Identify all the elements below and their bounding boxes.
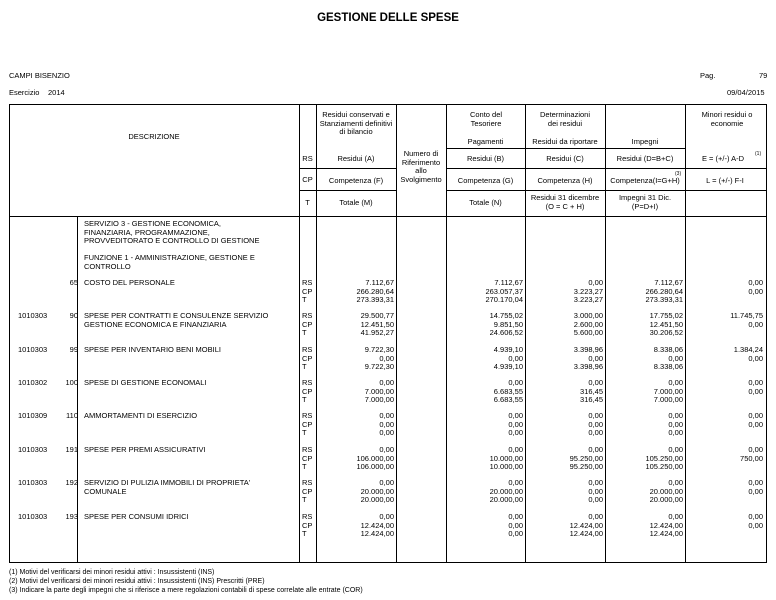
value-b: 24.606,52 — [489, 328, 523, 338]
value-b: 7.112,67 — [494, 278, 523, 287]
row-code: 1010303 — [18, 445, 48, 454]
row-number: 100 — [65, 378, 78, 387]
value-d: 12.424,00 — [649, 529, 683, 539]
value-c: 0,00 — [588, 278, 603, 287]
value-c: 12.424,00 — [569, 529, 603, 539]
value-d: 8.338,06 — [653, 345, 683, 354]
value-b: 4.939,10 — [493, 362, 523, 372]
col-header-b: Residui (B) — [466, 154, 505, 163]
row-code: 1010302 — [18, 378, 48, 387]
row-number: 193 — [65, 512, 78, 521]
value-a: 9.722,30 — [364, 362, 394, 372]
value-a: 106.000,00 — [356, 453, 394, 463]
value-c: 316,45 — [580, 395, 603, 405]
value-c: 0,00 — [588, 445, 603, 454]
row-type-label: RS — [302, 478, 313, 487]
header-bottom-line — [9, 216, 767, 217]
value-b: 0,00 — [508, 520, 523, 530]
value-a: 7.000,00 — [364, 386, 394, 396]
page-label: Pag. — [700, 71, 716, 80]
row-type-label: CP — [302, 520, 313, 530]
value-a: 12.451,50 — [360, 319, 394, 329]
value-e: 0,00 — [748, 278, 763, 287]
value-b: 0,00 — [508, 378, 523, 387]
row-number: 90 — [69, 311, 78, 320]
value-c: 95.250,00 — [569, 462, 603, 472]
value-d: 20.000,00 — [649, 486, 683, 496]
value-c: 0,00 — [588, 478, 603, 487]
value-c: 3.000,00 — [573, 311, 603, 320]
value-b: 4.939,10 — [493, 345, 523, 354]
value-c: 0,00 — [588, 378, 603, 387]
col-header-e: E = (+/-) A-D — [701, 154, 745, 163]
value-b: 10.000,00 — [489, 453, 523, 463]
ente-name: CAMPI BISENZIO — [9, 71, 70, 80]
value-a: 9.722,30 — [364, 345, 394, 354]
esercizio-value: 2014 — [48, 88, 65, 97]
row-number: 65 — [69, 278, 78, 287]
row-type-label: CP — [302, 486, 313, 496]
footnote-3: (3) Indicare la parte degli impegni che si riferisce a mere regolazioni contabili di spese correlate alle entrate (COR) — [9, 587, 363, 594]
value-d: 0,00 — [668, 353, 683, 363]
col-header-n: Totale (N) — [469, 198, 502, 207]
value-b: 10.000,00 — [489, 462, 523, 472]
value-d: 20.000,00 — [649, 495, 683, 505]
value-a: 0,00 — [379, 478, 394, 487]
row-type-cp: CP — [302, 175, 313, 184]
value-b: 0,00 — [508, 353, 523, 363]
row-type-label: T — [302, 428, 307, 438]
footnote-1: (1) Motivi del verificarsi dei minori residui attivi : Insussistenti (INS) — [9, 569, 215, 576]
row-type-label: T — [302, 462, 307, 472]
page-number: 79 — [759, 71, 768, 80]
row-description: SERVIZIO DI PULIZIA IMMOBILI DI PROPRIETA' — [84, 478, 251, 487]
value-a: 0,00 — [379, 445, 394, 454]
row-number: 191 — [65, 445, 78, 454]
divider — [446, 148, 685, 149]
servizio-line: FINANZIARIA, PROGRAMMAZIONE, — [84, 227, 210, 237]
value-c: 3.223,27 — [573, 286, 603, 296]
col-header-determinazione: Determinazioni dei residui — [539, 110, 591, 128]
value-b: 0,00 — [508, 512, 523, 521]
row-type-label: CP — [302, 353, 313, 363]
row-type-rs: RS — [302, 154, 313, 163]
value-b: 6.683,55 — [493, 395, 523, 405]
value-c: 3.398,96 — [573, 362, 603, 372]
value-d: 7.112,67 — [654, 278, 683, 287]
row-number: 192 — [65, 478, 78, 487]
row-type-label: CP — [302, 453, 313, 463]
funzione-heading — [84, 254, 255, 271]
value-a: 106.000,00 — [356, 462, 394, 472]
value-a: 7.000,00 — [364, 395, 394, 405]
value-e: 0,00 — [748, 419, 763, 429]
esercizio-label: Esercizio — [9, 88, 40, 97]
value-a: 273.393,31 — [356, 295, 394, 305]
value-d: 8.338,06 — [653, 362, 683, 372]
row-description: GESTIONE ECONOMICA E FINANZIARIA — [84, 319, 227, 329]
value-d: 0,00 — [668, 428, 683, 438]
value-b: 20.000,00 — [489, 486, 523, 496]
row-type-label: RS — [302, 311, 313, 320]
value-d: 0,00 — [668, 478, 683, 487]
value-a: 0,00 — [379, 378, 394, 387]
value-b: 20.000,00 — [489, 495, 523, 505]
divider — [299, 190, 396, 191]
value-e: 0,00 — [748, 378, 763, 387]
col-header-descrizione: DESCRIZIONE — [128, 132, 180, 141]
value-b: 6.683,55 — [493, 386, 523, 396]
value-c: 12.424,00 — [569, 520, 603, 530]
value-d: 273.393,31 — [645, 295, 683, 305]
col-header-conto-tesoriere: Conto del Tesoriere — [469, 110, 503, 128]
row-type-label: RS — [302, 512, 313, 521]
value-b: 0,00 — [508, 428, 523, 438]
servizio-line: PROVVEDITORATO E CONTROLLO DI GESTIONE — [84, 236, 260, 246]
divider — [299, 168, 396, 169]
value-a: 41.952,27 — [360, 328, 394, 338]
col-header-l: L = (+/-) F-I — [706, 176, 744, 185]
value-d: 266.280,64 — [645, 286, 683, 296]
col-header-f: Competenza (F) — [328, 176, 384, 185]
row-type-label: RS — [302, 411, 313, 420]
value-c: 5.600,00 — [573, 328, 603, 338]
row-type-label: CP — [302, 286, 313, 296]
value-b: 14.755,02 — [489, 311, 523, 320]
value-d: 7.000,00 — [653, 395, 683, 405]
servizio-line: SERVIZIO 3 - GESTIONE ECONOMICA, — [84, 219, 221, 228]
row-type-t: T — [305, 198, 310, 207]
value-b: 0,00 — [508, 419, 523, 429]
value-c: 0,00 — [588, 411, 603, 420]
value-e: 0,00 — [748, 319, 763, 329]
col-header-h: Competenza (H) — [537, 176, 593, 185]
col-header-a: Residui (A) — [337, 154, 375, 163]
value-a: 7.112,67 — [365, 278, 394, 287]
row-type-label: RS — [302, 278, 313, 287]
page-title: GESTIONE DELLE SPESE — [317, 12, 459, 24]
divider — [396, 104, 397, 563]
value-b: 270.170,04 — [485, 295, 523, 305]
col-header-residui-conservati: Residui conservati e Stanziamenti definitivi di bilancio — [319, 110, 393, 136]
row-type-label: CP — [302, 419, 313, 429]
row-description: SPESE PER PREMI ASSICURATIVI — [84, 445, 206, 454]
value-e: 11.745,75 — [730, 311, 763, 320]
col-header-c: Residui (C) — [546, 154, 584, 163]
row-type-label: RS — [302, 378, 313, 387]
report-date: 09/04/2015 — [727, 88, 765, 97]
servizio-heading — [84, 220, 259, 246]
value-a: 20.000,00 — [360, 486, 394, 496]
col-header-impegni: Impegni — [631, 137, 659, 146]
divider — [77, 216, 78, 563]
value-a: 12.424,00 — [360, 529, 394, 539]
value-d: 105.250,00 — [645, 453, 683, 463]
row-description: SPESE PER INVENTARIO BENI MOBILI — [84, 345, 221, 354]
row-type-label: T — [302, 295, 307, 305]
col-header-i: Competenza(I=G+H) — [610, 176, 680, 185]
footnote-2: (2) Motivi del verificarsi dei minori residui attivi : Insussistenti (INS) Prescritti (PRE) — [9, 578, 265, 585]
value-b: 263.057,37 — [485, 286, 523, 296]
value-e: 0,00 — [748, 286, 763, 296]
row-type-label: T — [302, 529, 307, 539]
value-a: 0,00 — [379, 512, 394, 521]
row-type-label: T — [302, 362, 307, 372]
row-type-label: T — [302, 495, 307, 505]
value-d: 17.755,02 — [649, 311, 683, 320]
value-e: 0,00 — [748, 520, 763, 530]
col-header-m: Totale (M) — [339, 198, 373, 207]
value-b: 0,00 — [508, 411, 523, 420]
value-e: 0,00 — [748, 512, 763, 521]
divider — [446, 190, 767, 191]
value-d: 12.451,50 — [649, 319, 683, 329]
value-d: 30.206,52 — [649, 328, 683, 338]
value-b: 9.851,50 — [493, 319, 523, 329]
value-d: 0,00 — [668, 419, 683, 429]
value-e: 0,00 — [748, 486, 763, 496]
col-header-minori: Minori residui o economie — [701, 110, 753, 128]
note-marker-1: (1) — [755, 151, 762, 157]
value-b: 0,00 — [508, 445, 523, 454]
funzione-line: FUNZIONE 1 - AMMINISTRAZIONE, GESTIONE E — [84, 253, 255, 262]
value-a: 0,00 — [379, 428, 394, 438]
row-code: 1010303 — [18, 345, 48, 354]
value-c: 3.223,27 — [573, 295, 603, 305]
value-c: 3.398,96 — [573, 345, 603, 354]
row-type-label: T — [302, 395, 307, 405]
value-c: 316,45 — [580, 386, 603, 396]
value-d: 0,00 — [668, 378, 683, 387]
value-c: 95.250,00 — [569, 453, 603, 463]
row-code: 1010303 — [18, 311, 48, 320]
value-a: 0,00 — [379, 353, 394, 363]
divider — [299, 104, 300, 563]
value-d: 7.000,00 — [653, 386, 683, 396]
value-d: 105.250,00 — [645, 462, 683, 472]
value-c: 0,00 — [588, 419, 603, 429]
row-description: AMMORTAMENTI DI ESERCIZIO — [84, 411, 198, 420]
value-b: 0,00 — [508, 529, 523, 539]
value-e: 0,00 — [748, 445, 763, 454]
value-a: 29.500,77 — [360, 311, 394, 320]
value-a: 12.424,00 — [360, 520, 394, 530]
col-header-numero-rif: Numero di Riferimento allo Svolgimento — [400, 149, 442, 184]
value-a: 266.280,64 — [356, 286, 394, 296]
value-d: 0,00 — [668, 512, 683, 521]
row-description: SPESE PER CONSUMI IDRICI — [84, 512, 189, 521]
row-code: 1010309 — [18, 411, 48, 420]
value-e: 0,00 — [748, 386, 763, 396]
col-header-p: Impegni 31 Dic. (P=D+I) — [618, 193, 672, 211]
row-number: 110 — [66, 411, 78, 420]
value-a: 0,00 — [379, 419, 394, 429]
value-e: 750,00 — [740, 453, 763, 463]
row-code: 1010303 — [18, 478, 48, 487]
value-c: 0,00 — [588, 486, 603, 496]
row-type-label: RS — [302, 345, 313, 354]
value-e: 0,00 — [748, 478, 763, 487]
value-a: 0,00 — [379, 411, 394, 420]
value-a: 20.000,00 — [360, 495, 394, 505]
value-d: 12.424,00 — [649, 520, 683, 530]
value-e: 1.384,24 — [733, 345, 763, 354]
col-header-d: Residui (D=B+C) — [616, 154, 674, 163]
row-description: COSTO DEL PERSONALE — [84, 278, 175, 287]
value-c: 0,00 — [588, 495, 603, 505]
value-c: 0,00 — [588, 428, 603, 438]
funzione-line: CONTROLLO — [84, 261, 131, 271]
divider — [446, 168, 767, 169]
row-type-label: RS — [302, 445, 313, 454]
col-header-g: Competenza (G) — [457, 176, 514, 185]
col-header-pagamenti: Pagamenti — [467, 137, 504, 146]
value-c: 0,00 — [588, 512, 603, 521]
value-d: 0,00 — [668, 445, 683, 454]
value-d: 0,00 — [668, 411, 683, 420]
row-type-label: CP — [302, 319, 313, 329]
value-c: 2.600,00 — [573, 319, 603, 329]
row-description: SPESE PER CONTRATTI E CONSULENZE SERVIZIO — [84, 311, 269, 320]
col-header-residui-riportare: Residui da riportare — [532, 137, 598, 146]
row-type-label: T — [302, 328, 307, 338]
row-number: 99 — [69, 345, 78, 354]
row-type-label: CP — [302, 386, 313, 396]
value-c: 0,00 — [588, 353, 603, 363]
value-b: 0,00 — [508, 478, 523, 487]
col-header-o: Residui 31 dicembre (O = C + H) — [530, 193, 600, 211]
row-code: 1010303 — [18, 512, 48, 521]
row-description: COMUNALE — [84, 486, 127, 496]
value-e: 0,00 — [748, 353, 763, 363]
row-description: SPESE DI GESTIONE ECONOMALI — [84, 378, 207, 387]
value-e: 0,00 — [748, 411, 763, 420]
note-marker-3: (3) — [675, 171, 682, 177]
